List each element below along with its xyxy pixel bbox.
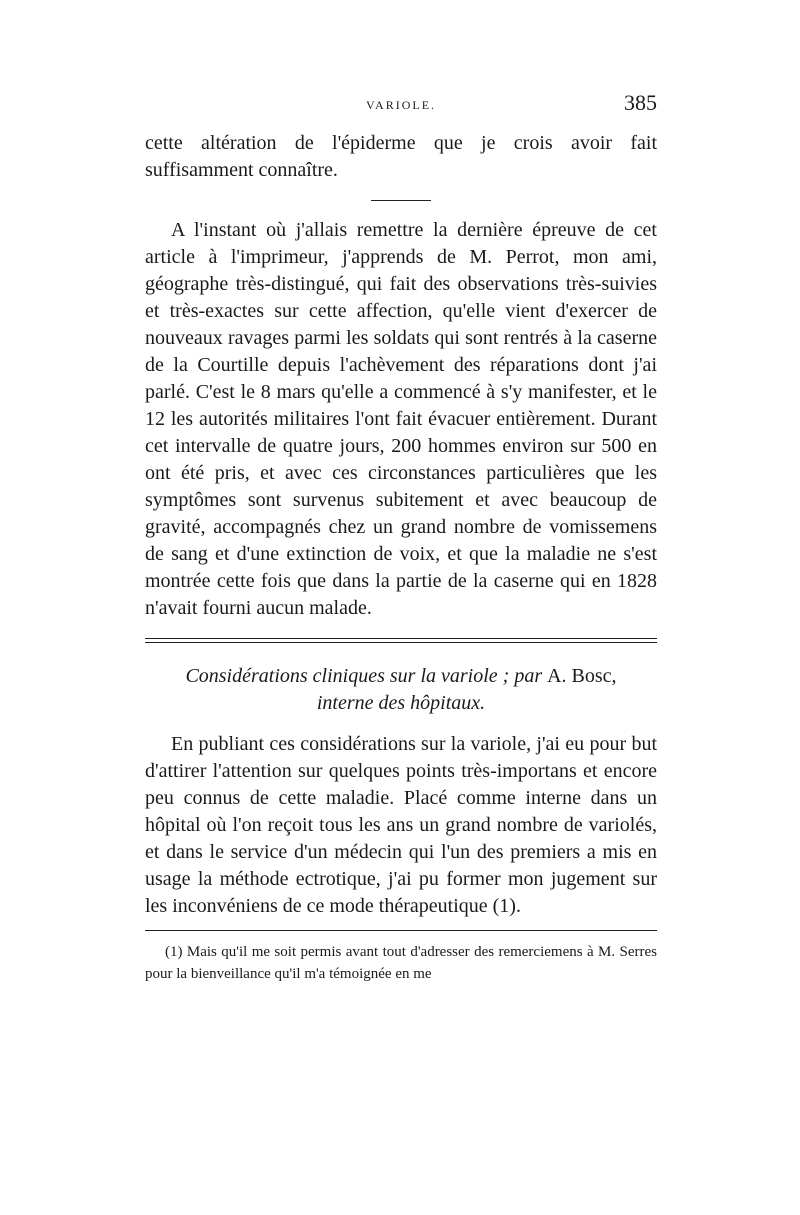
paragraph-continuation: cette altération de l'épiderme que je crois avoir fait suffisamment connaître.: [145, 132, 657, 181]
article-title: [145, 663, 657, 717]
article-subtitle: interne des hôpitaux.: [316, 692, 486, 714]
footnote: (1) Mais qu'il me soit permis avant tout d'adresser des remerciemens à M. Serres pour la bienveillance qu'il m'a témoignée en me: [145, 944, 657, 982]
paragraph-perrot-note: A l'instant où j'allais remettre la dernière épreuve de cet article à l'imprimeur, j'apprends de M. Perrot, mon ami, géographe très-distingué, qui fait des observations très-suivies et très-exactes sur cette affection, qu'elle vient d'exercer de nouveaux ravages parmi les soldats qui sont rentrés à la caserne de la Courtille depuis l'achèvement des réparations dont j'ai parlé. C'est le 8 mars qu'elle a commencé à s'y manifester, et le 12 les autorités militaires l'ont fait évacuer entièrement. Durant cet intervalle de quatre jours, 200 hommes environ sur 500 en ont été pris, et avec ces circonstances particulières que les symptômes sont survenus subitement et avec beaucoup de gravité, accompagnés chez un grand nombre de vomissemens de sang et d'une extinction de voix, et que la maladie ne s'est montrée cette fois que dans la partie de la caserne qui en 1828 n'avait fourni aucun malade.: [145, 219, 657, 619]
section-separator: [371, 200, 431, 201]
article-title-text: Considérations cliniques sur la variole ; par: [185, 665, 543, 687]
page-header: [145, 90, 657, 130]
running-title: VARIOLE.: [365, 98, 437, 112]
article-paragraph: En publiant ces considérations sur la variole, j'ai eu pour but d'attirer l'attention sur quelques points très-importans et encore peu connus de cette maladie. Placé comme interne dans un hôpital où l'on reçoit tous les ans un grand nombre de variolés, et dans le service d'un médecin qui l'un des premiers a mis en usage la méthode ectrotique, j'ai pu former mon jugement sur les inconvéniens de ce mode thérapeutique (1).: [145, 733, 657, 917]
book-page: [145, 90, 657, 985]
article-divider: [145, 638, 657, 643]
article-author: A. Bosc,: [547, 665, 617, 687]
footnote-separator: [145, 930, 657, 931]
page-number: 385: [624, 90, 657, 115]
